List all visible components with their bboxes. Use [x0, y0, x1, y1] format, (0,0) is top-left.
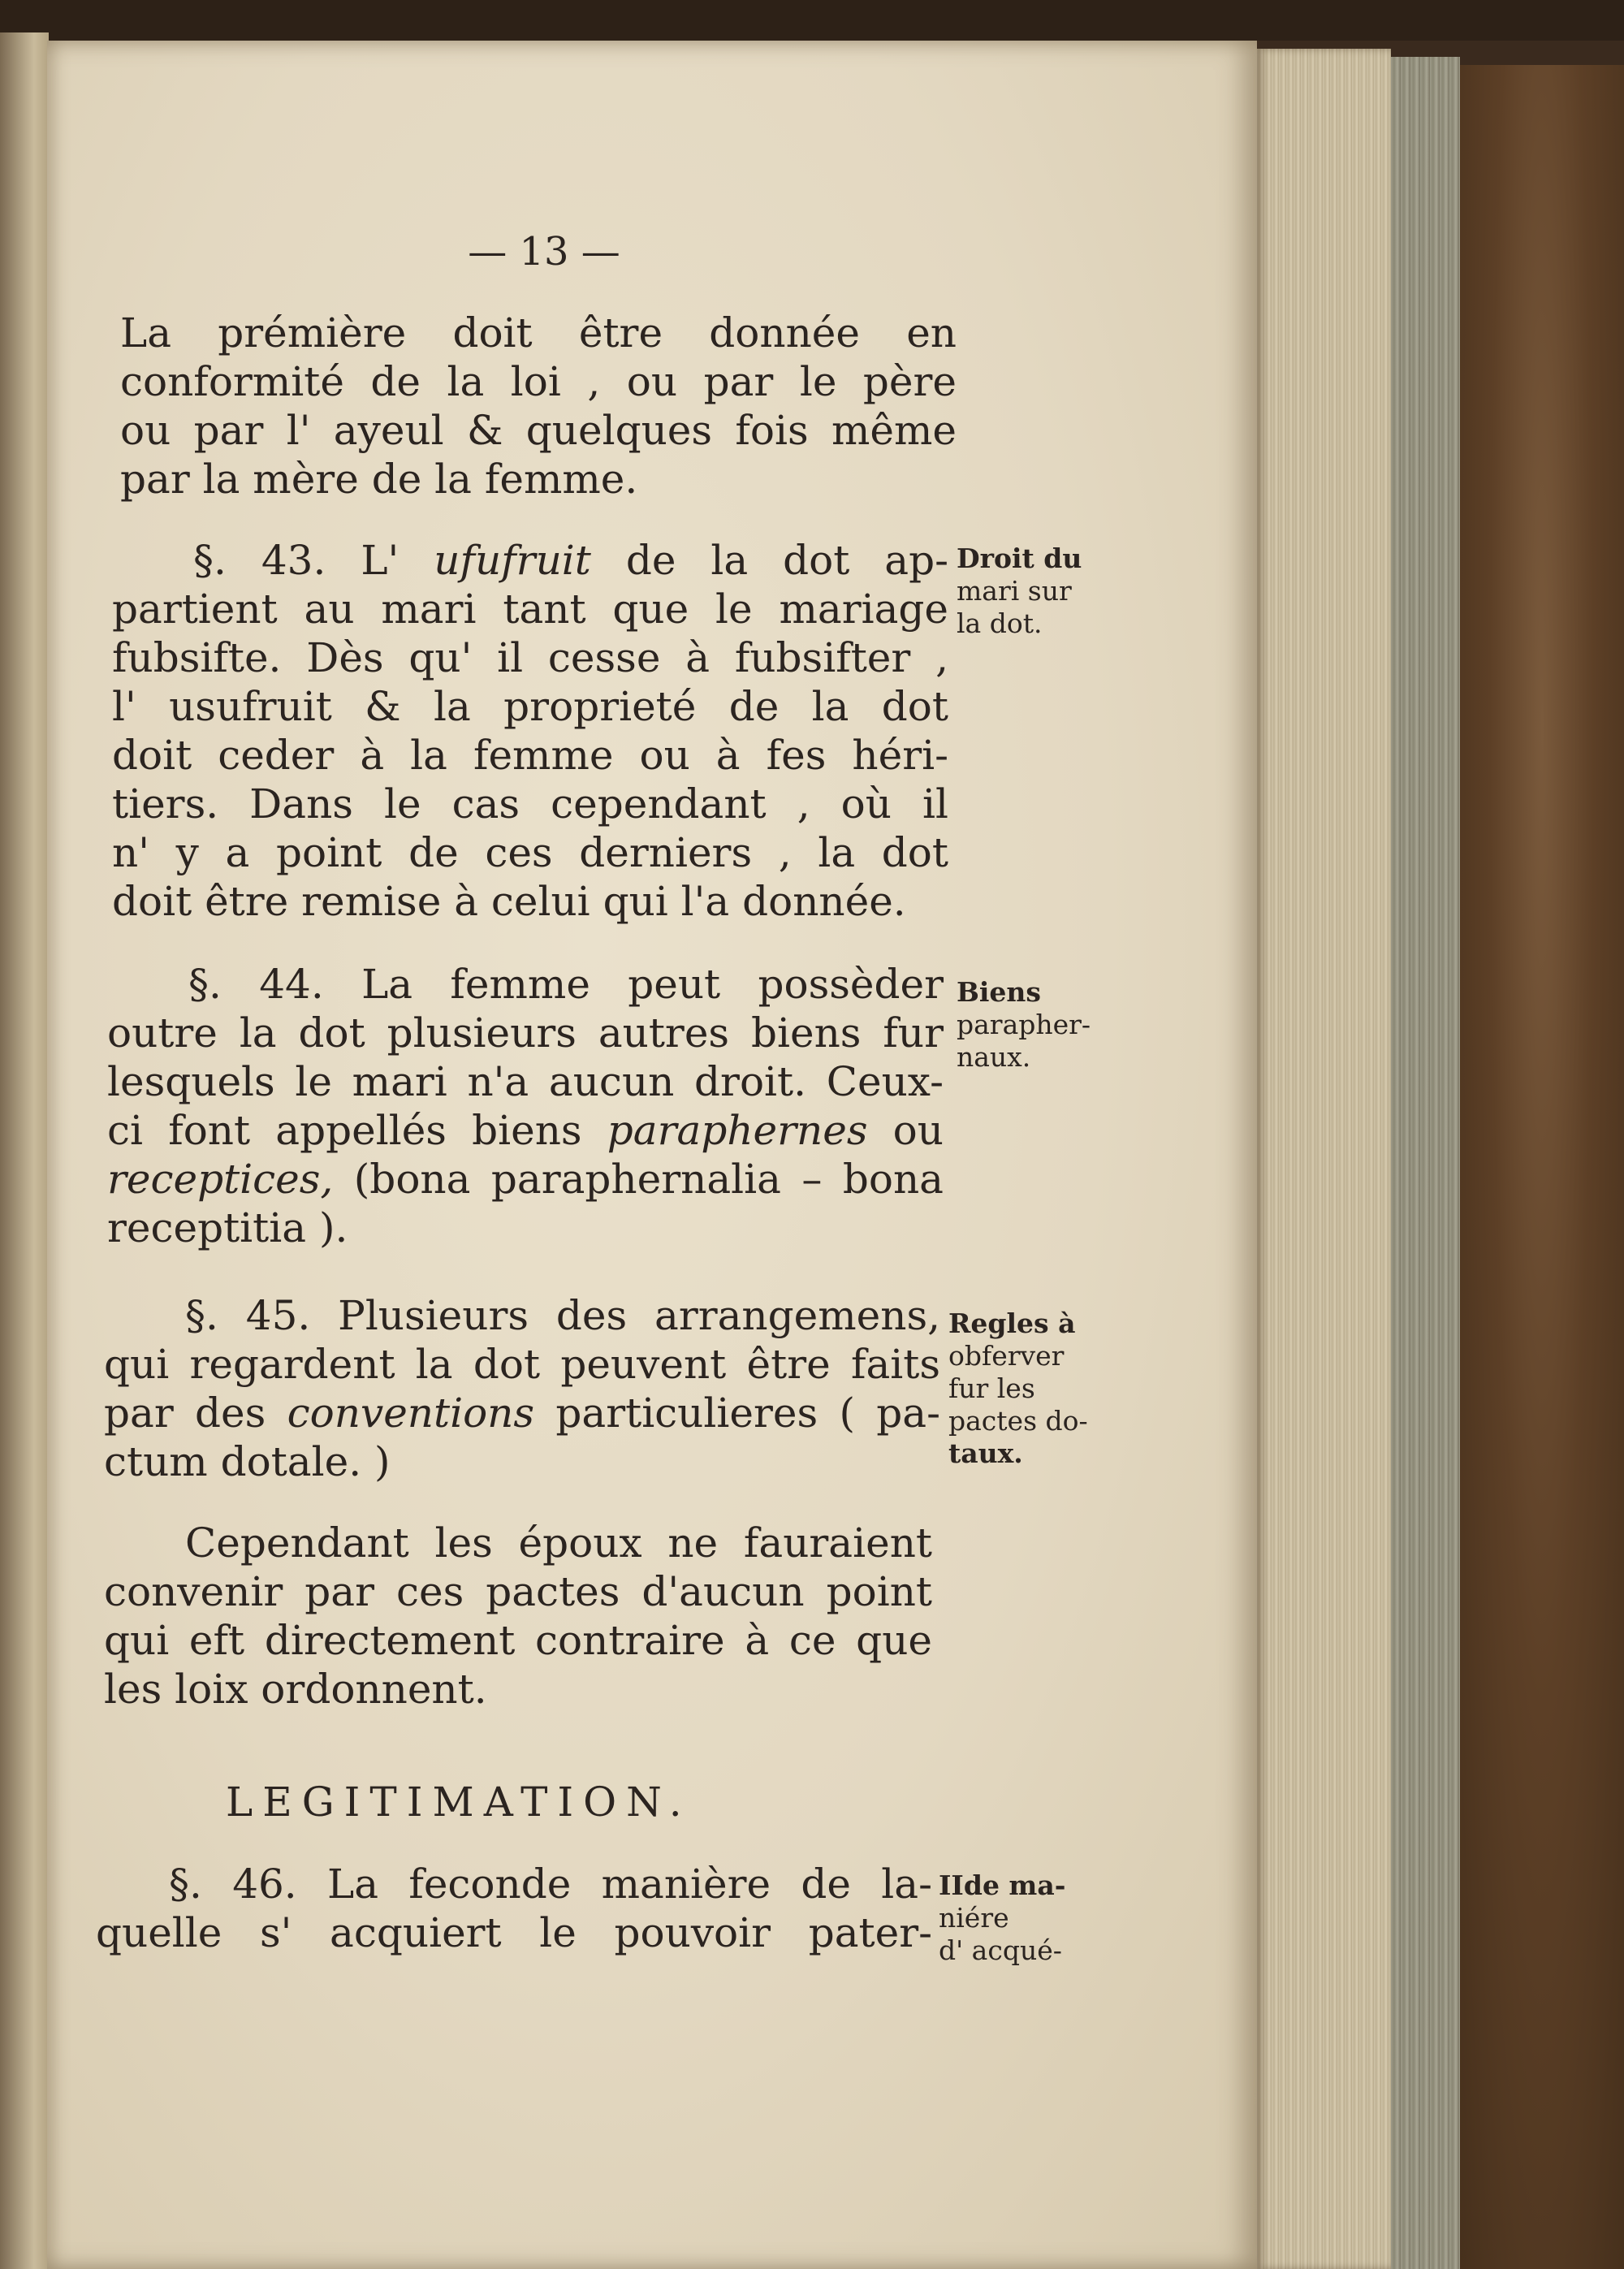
- text-line: ou par l' ayeul & quelques fois même: [120, 407, 957, 454]
- book-fore-edge: [1257, 49, 1391, 2269]
- margin-line: fur les: [948, 1372, 1035, 1404]
- text-line: [107, 960, 944, 1009]
- section-number: §. 45.: [185, 1292, 311, 1339]
- margin-line: taux.: [948, 1437, 1023, 1469]
- margin-line: naux.: [957, 1041, 1031, 1073]
- text-fragment: ci font appellés biens: [107, 1107, 607, 1154]
- section-44: [107, 960, 944, 1252]
- section-heading: LEGITIMATION.: [226, 1778, 692, 1826]
- text-line: par la mère de la femme.: [120, 456, 638, 503]
- text-line: qui eft directement contraire à ce que: [104, 1617, 932, 1664]
- text-line: conformité de la loi , ou par le père: [120, 358, 957, 405]
- book-cover-board: [1460, 65, 1624, 2269]
- text-line: fubsifte. Dès qu' il cesse à fubsifter ,: [112, 634, 948, 681]
- margin-line: mari sur: [957, 575, 1072, 607]
- margin-line: la dot.: [957, 607, 1043, 639]
- section-45: [104, 1291, 940, 1486]
- text-line: [112, 536, 948, 585]
- margin-note-44: [957, 976, 1111, 1074]
- italic-term: conventions: [287, 1389, 535, 1437]
- text-line: les loix ordonnent.: [104, 1666, 487, 1713]
- text-fragment: La femme peut possèder: [323, 961, 944, 1008]
- section-number: §. 44.: [188, 961, 324, 1008]
- text-fragment: ou: [867, 1107, 944, 1154]
- italic-term: receptices,: [107, 1156, 334, 1203]
- text-line: [104, 1291, 940, 1340]
- text-line: partient au mari tant que le mariage: [112, 586, 948, 633]
- text-fragment: La feconde manière de la-: [296, 1861, 932, 1908]
- text-line: [96, 1860, 932, 1908]
- margin-note-43: [957, 542, 1111, 640]
- text-line: lesquels le mari n'a aucun droit. Ceux-: [107, 1058, 944, 1105]
- facing-page-edge: [0, 32, 49, 2269]
- section-number: §. 43.: [193, 537, 326, 584]
- paragraph-intro: [120, 309, 957, 504]
- paragraph-cependant: [104, 1519, 932, 1714]
- text-line: [107, 1155, 944, 1204]
- text-line: ctum dotale. ): [104, 1438, 391, 1485]
- text-line: outre la dot plusieurs autres biens fur: [107, 1009, 944, 1057]
- page-number: — 13 —: [468, 229, 620, 274]
- text-fragment: L': [361, 537, 434, 584]
- text-line: doit être remise à celui qui l'a donnée.: [112, 878, 906, 925]
- book-fore-edge-gilt: [1391, 57, 1460, 2269]
- section-number: §. 46.: [169, 1861, 297, 1908]
- section-43: [112, 536, 948, 926]
- text-line: tiers. Dans le cas cependant , où il: [112, 780, 948, 828]
- margin-line: Regles à: [948, 1307, 1076, 1339]
- margin-line: niére: [939, 1902, 1009, 1934]
- text-line: qui regardent la dot peuvent être faits: [104, 1341, 940, 1388]
- text-line: convenir par ces pactes d'aucun point: [104, 1568, 932, 1615]
- margin-line: pactes do-: [948, 1405, 1088, 1437]
- text-line: Cependant les époux ne fauraient: [185, 1519, 932, 1567]
- text-fragment: par des: [104, 1389, 287, 1437]
- margin-line: Biens: [957, 976, 1041, 1008]
- text-line: [104, 1389, 940, 1437]
- text-line: [107, 1106, 944, 1155]
- text-line: doit ceder à la femme ou à fes héri-: [112, 732, 948, 779]
- margin-line: Droit du: [957, 542, 1082, 574]
- margin-note-45: [948, 1307, 1103, 1470]
- text-fragment: particulieres ( pa-: [534, 1389, 940, 1437]
- text-line: receptitia ).: [107, 1204, 348, 1251]
- margin-line: d' acqué-: [939, 1934, 1062, 1966]
- text-fragment: de la dot ap-: [590, 537, 948, 584]
- italic-term: ufufruit: [434, 537, 591, 584]
- italic-term: paraphernes: [607, 1107, 868, 1154]
- margin-line: obferver: [948, 1340, 1065, 1372]
- section-46: [96, 1860, 932, 1957]
- margin-line: IIde ma-: [939, 1869, 1066, 1901]
- text-fragment: (bona paraphernalia – bona: [333, 1156, 944, 1203]
- text-line: La prémière doit être donnée en: [120, 309, 957, 357]
- text-line: n' y a point de ces derniers , la dot: [112, 829, 948, 876]
- text-line: quelle s' acquiert le pouvoir pater-: [96, 1909, 932, 1956]
- text-fragment: Plusieurs des arrangemens,: [310, 1292, 940, 1339]
- background-top: [0, 0, 1624, 41]
- margin-note-46: [939, 1869, 1093, 1967]
- text-line: l' usufruit & la proprieté de la dot: [112, 683, 948, 730]
- margin-line: parapher-: [957, 1009, 1091, 1040]
